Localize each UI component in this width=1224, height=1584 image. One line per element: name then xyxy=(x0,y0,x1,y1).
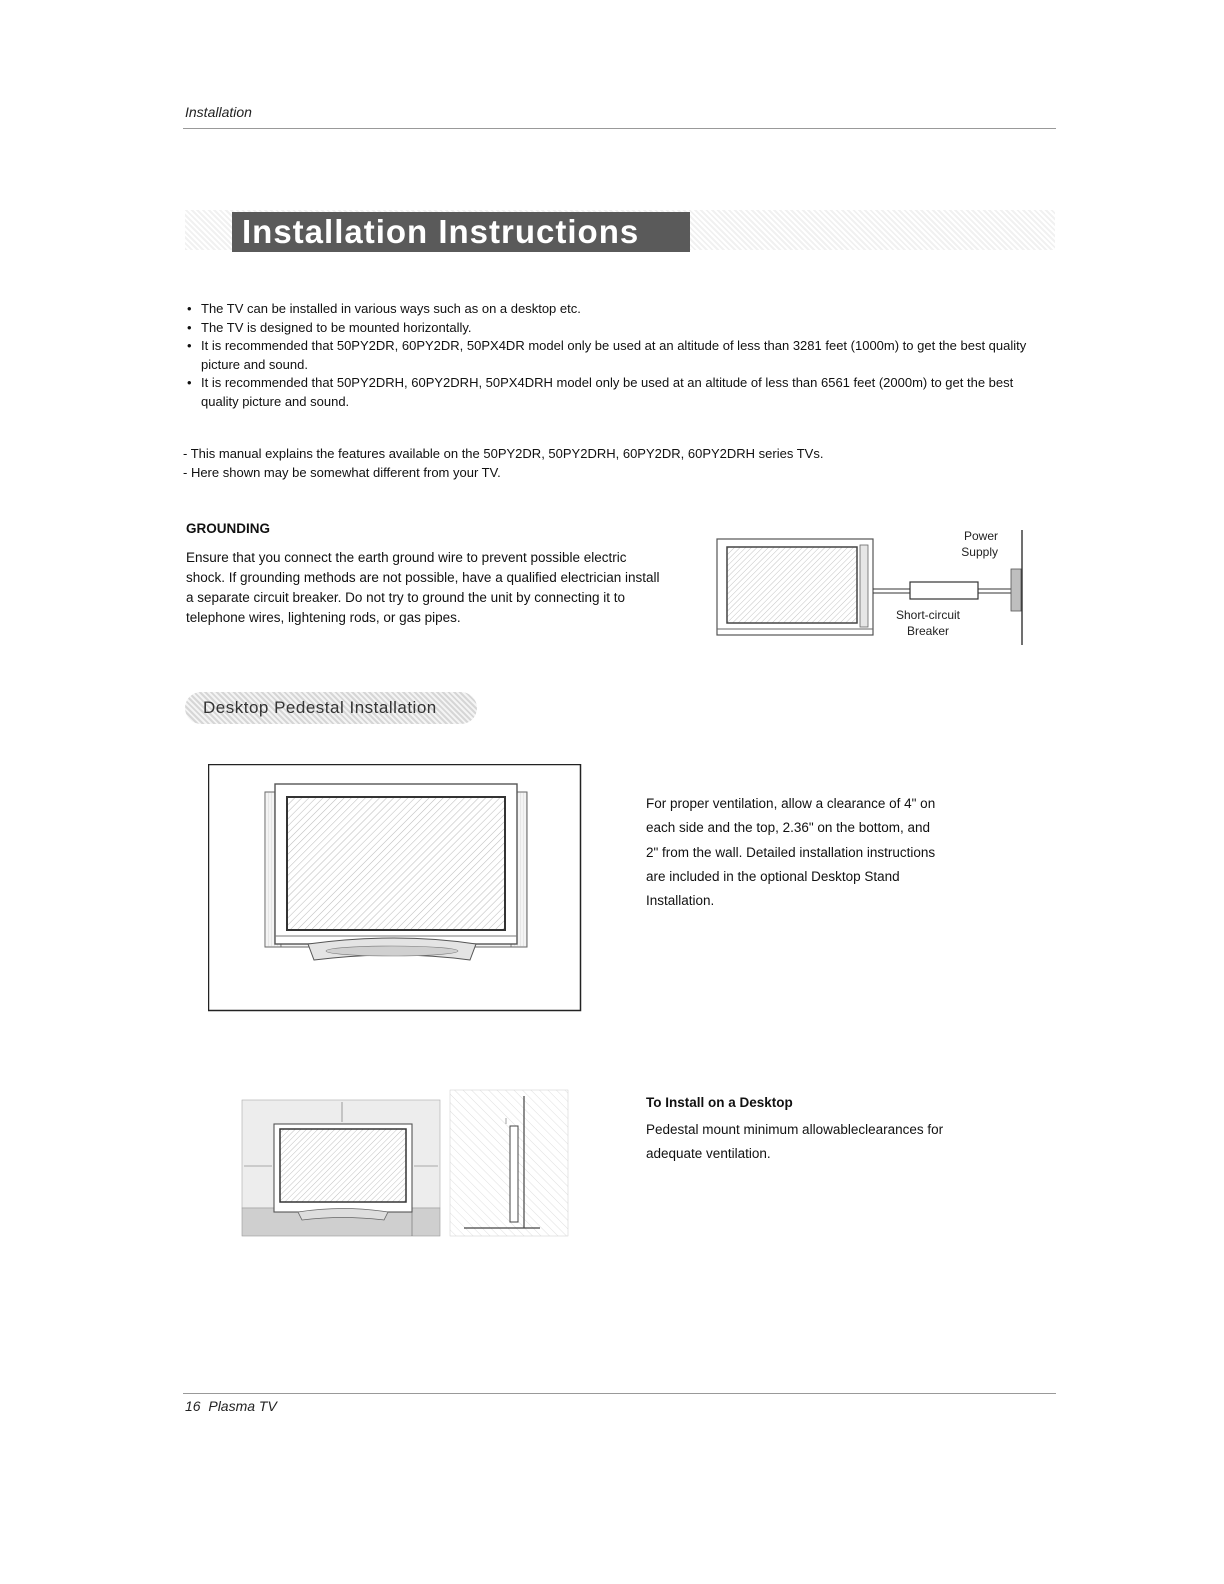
side-view xyxy=(450,1090,568,1236)
breaker-label: Breaker xyxy=(906,624,950,638)
desktop-section-title xyxy=(185,692,477,724)
breaker-box xyxy=(910,582,978,599)
pedestal-tv-illustration xyxy=(208,764,582,1012)
breaker-label: Short-circuit xyxy=(895,608,961,622)
ventilation-text: For proper ventilation, allow a clearance of 4" on each side and the top, 2.36" on the bottom, and 2" from the wall. Detailed installation instructions are included in the optional Desktop Stand Installation. xyxy=(646,796,936,909)
front-view xyxy=(242,1100,440,1236)
page-number: 16 xyxy=(185,1398,201,1414)
power-supply-label: Supply xyxy=(961,545,998,559)
page-footer xyxy=(185,1398,277,1414)
header-rule xyxy=(183,128,1056,129)
power-supply-label: Power xyxy=(963,529,998,543)
desktop-install-title: To Install on a Desktop xyxy=(646,1095,793,1110)
bullet-item: • It is recommended that 50PY2DRH, 60PY2DRH, 50PX4DRH model only be used at an altitude of less than 6561 feet (2000m) to get the best quality picture and sound. xyxy=(185,374,1040,411)
note-line: - Here shown may be somewhat different from your TV. xyxy=(183,464,501,480)
grounding-body: Ensure that you connect the earth ground wire to prevent possible electric shock. If grounding methods are not possible, have a qualified electrician install a separate circuit breaker. Do not try to ground the unit by connecting it to telephone wires, lightening rods, or gas pipes. xyxy=(186,550,660,625)
note-line: - This manual explains the features available on the 50PY2DR, 50PY2DRH, 60PY2DR, 60PY2DRH series TVs. xyxy=(183,446,824,461)
desktop-section-title-text: Desktop Pedestal Installation xyxy=(203,698,437,717)
footer-rule xyxy=(183,1393,1056,1394)
notes xyxy=(183,445,1043,482)
page-title: Installation Instructions xyxy=(242,213,640,250)
wall-outlet xyxy=(1011,569,1021,611)
bullet-item: • The TV is designed to be mounted horizontally. xyxy=(185,319,1040,338)
grounding-title: GROUNDING xyxy=(186,521,270,536)
product-name: Plasma TV xyxy=(208,1398,277,1414)
page-title-box xyxy=(232,212,690,252)
bullet-item: • The TV can be installed in various ways such as on a desktop etc. xyxy=(185,300,1040,319)
clearance-illustration xyxy=(240,1088,570,1238)
bullet-list xyxy=(185,300,1040,411)
bullet-item: • It is recommended that 50PY2DR, 60PY2DR, 50PX4DR model only be used at an altitude of less than 3281 feet (1000m) to get the best quality picture and sound. xyxy=(185,337,1040,374)
desktop-install-body: Pedestal mount minimum allowableclearances for adequate ventilation. xyxy=(646,1122,944,1161)
section-header: Installation xyxy=(185,104,252,120)
grounding-diagram xyxy=(700,525,1035,650)
tv-illustration xyxy=(717,539,873,635)
